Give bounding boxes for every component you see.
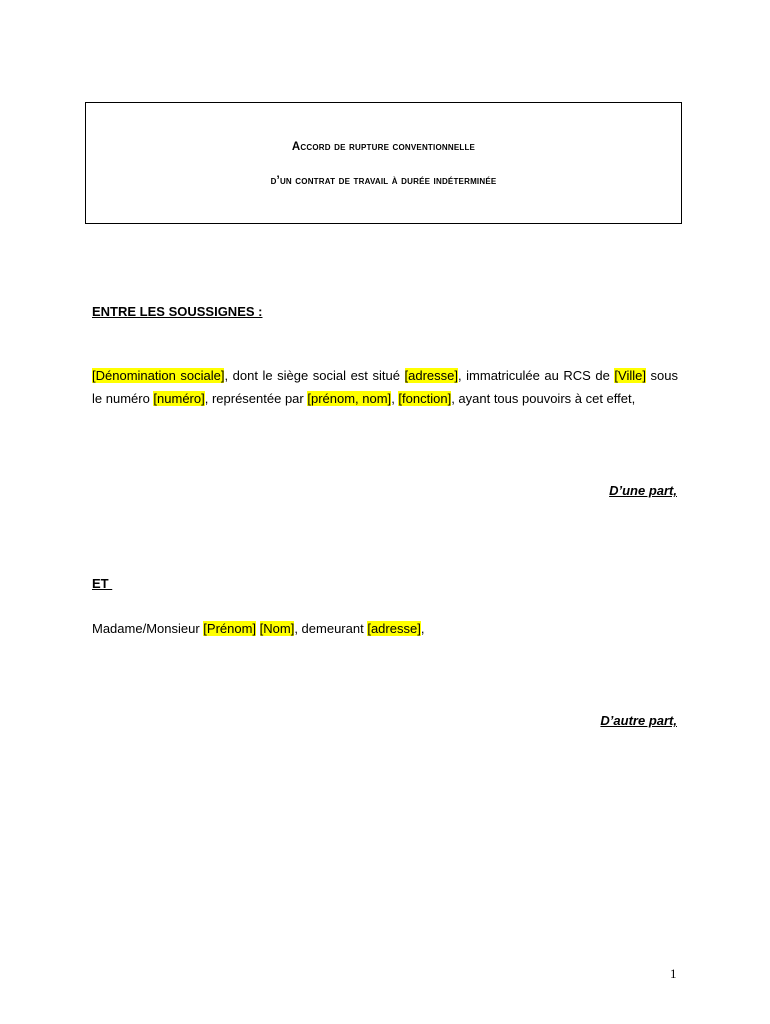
first-name-placeholder: [Prénom]	[203, 621, 257, 636]
party1-text: ,	[391, 391, 399, 406]
title-box	[85, 102, 682, 224]
company-name-placeholder: [Dénomination sociale]	[92, 368, 225, 383]
page-number: 1	[670, 966, 677, 981]
party1-text: , immatriculée au RCS de	[457, 368, 615, 383]
party2-paragraph	[92, 617, 678, 640]
rcs-number-placeholder: [numéro]	[153, 391, 205, 406]
party2-text: ,	[420, 621, 425, 636]
party2-text: Madame/Monsieur	[92, 621, 204, 636]
party1-paragraph	[92, 364, 678, 410]
party1-text: , dont le siège social est situé	[224, 368, 405, 383]
party1-text: , représentée par	[204, 391, 308, 406]
last-name-placeholder: [Nom]	[259, 621, 295, 636]
document-subtitle: d’un contrat de travail à durée indéterminée	[270, 175, 497, 187]
party2-label: D’autre part,	[600, 713, 677, 728]
document-title: Accord de rupture conventionnelle	[291, 141, 476, 153]
representative-role-placeholder: [fonction]	[398, 391, 452, 406]
company-address-placeholder: [adresse]	[404, 368, 458, 383]
party1-text: , ayant tous pouvoirs à cet effet,	[451, 391, 636, 406]
et-heading: ET	[92, 576, 113, 591]
section-heading-parties: ENTRE LES SOUSSIGNES :	[92, 304, 263, 319]
employee-address-placeholder: [adresse]	[367, 621, 421, 636]
party2-text: , demeurant	[294, 621, 368, 636]
representative-name-placeholder: [prénom, nom]	[307, 391, 392, 406]
party1-label: D’une part,	[609, 483, 677, 498]
party1-text: sous le numéro	[92, 368, 678, 406]
city-placeholder: [Ville]	[614, 368, 646, 383]
